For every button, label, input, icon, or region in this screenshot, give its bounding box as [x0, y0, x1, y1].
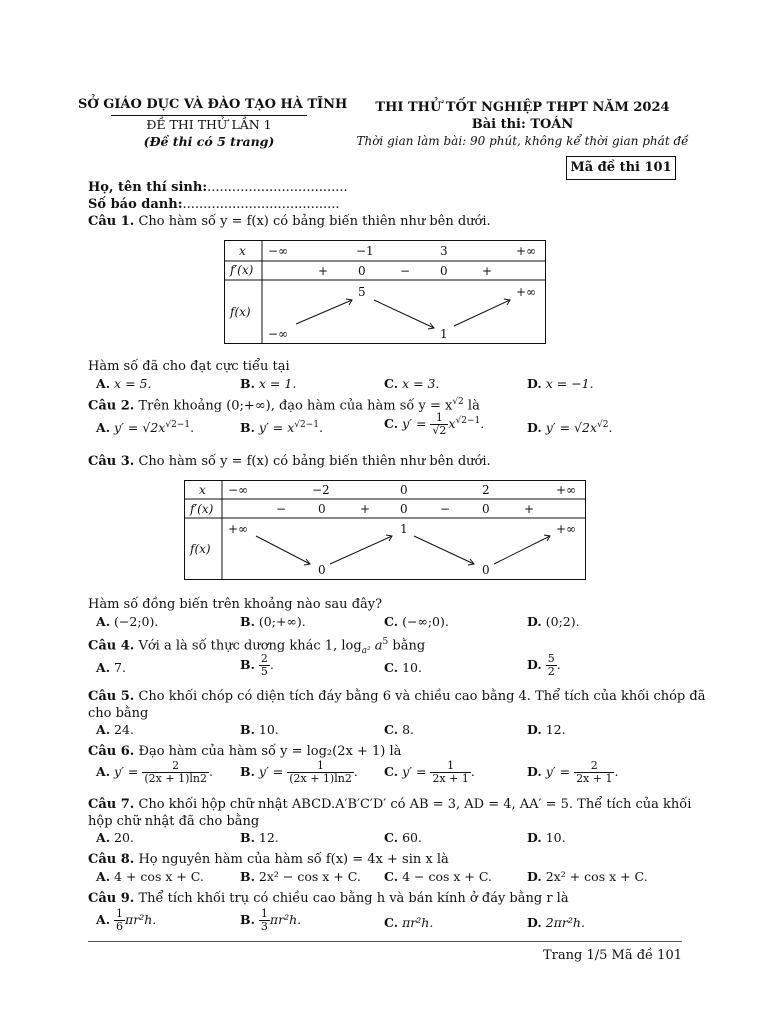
increasing-arrow: [330, 536, 392, 564]
q5-option-d[interactable]: D. 12.: [527, 722, 566, 737]
question-5-line2: cho bằng: [88, 706, 149, 721]
q6-option-d[interactable]: D. y′ = $\frac{2}{2x + 1}$ .: [527, 759, 619, 785]
q3-option-b[interactable]: B. (0;+∞).: [240, 614, 306, 629]
question-7-line2: hộp chữ nhật đã cho bằng: [88, 814, 260, 829]
x-point: 2: [482, 483, 490, 497]
variation-table-3: [184, 480, 586, 580]
x-point: −1: [356, 244, 374, 258]
table-fp-label: f′(x): [230, 263, 254, 277]
q2-option-a[interactable]: A. $y' = √2x^{√2-1}$.: [96, 420, 195, 436]
question-6: Câu 6. Đạo hàm của hàm số y = log₂(2x + 1) là: [88, 744, 402, 759]
q6-option-b[interactable]: B. y′ = $\frac{1}{(2x + 1)\ln 2}$ .: [240, 759, 358, 785]
q9-option-a[interactable]: A. $\frac{1}{6}$ πr²h.: [96, 907, 157, 933]
exam-round: ĐỀ THI THỬ LẦN 1: [146, 117, 272, 132]
candidate-name-line: [88, 180, 348, 195]
q5-option-c[interactable]: C. 8.: [384, 722, 415, 737]
sign: +: [482, 264, 493, 278]
increasing-arrow: [454, 300, 510, 326]
q7-option-c[interactable]: C. 60.: [384, 830, 422, 845]
header-right: [350, 99, 695, 150]
variation-table-1: [224, 240, 546, 344]
q1-option-c[interactable]: C. x = 3.: [384, 376, 440, 391]
department-name: SỞ GIÁO DỤC VÀ ĐÀO TẠO HÀ TĨNH: [78, 97, 348, 112]
x-point: 0: [400, 483, 408, 497]
table-f-label: f(x): [190, 542, 211, 556]
q8-option-c[interactable]: C. 4 − cos x + C.: [384, 869, 492, 884]
q7-option-b[interactable]: B. 12.: [240, 830, 279, 845]
q3-option-c[interactable]: C. (−∞;0).: [384, 614, 449, 629]
q7-option-a[interactable]: A. 20.: [96, 830, 134, 845]
f-value: +∞: [516, 285, 537, 299]
sign: −: [276, 502, 287, 516]
header-left: [78, 96, 348, 150]
footer-divider: [88, 941, 682, 942]
q1-option-d[interactable]: D. x = −1.: [527, 376, 594, 391]
sign: +: [524, 502, 535, 516]
sign: 0: [318, 502, 326, 516]
sign: −: [400, 264, 411, 278]
q3-option-d[interactable]: D. (0;2).: [527, 614, 580, 629]
question-1-stem: Hàm số đã cho đạt cực tiểu tại: [88, 359, 290, 374]
candidate-id-dots: ......................................: [182, 197, 340, 212]
q9-option-d[interactable]: D. 2πr²h.: [527, 915, 585, 930]
x-point: −∞: [228, 483, 249, 497]
sign: 0: [400, 502, 408, 516]
q1-option-b[interactable]: B. x = 1.: [240, 376, 297, 391]
table-f-label: f(x): [230, 305, 251, 319]
sign: −: [440, 502, 451, 516]
decreasing-arrow: [256, 536, 310, 564]
page-footer: Trang 1/5 Mã đề 101: [543, 948, 682, 963]
f-value: 0: [482, 563, 490, 577]
question-2: Câu 2. Trên khoảng (0;+∞), đạo hàm của hàm số $y = x^{√2}$ là: [88, 397, 480, 414]
sign: 0: [482, 502, 490, 516]
candidate-name-dots: ..................................: [207, 180, 348, 195]
q9-option-b[interactable]: B. $\frac{1}{3}$ πr²h.: [240, 907, 302, 933]
candidate-name-label: Họ, tên thí sinh:: [88, 180, 208, 195]
exam-subject: Bài thi: TOÁN: [471, 117, 574, 132]
q4-option-d[interactable]: D. $\frac{5}{2}$ .: [527, 652, 561, 678]
x-point: −∞: [268, 244, 289, 258]
sign: +: [318, 264, 329, 278]
question-3-stem: Hàm số đồng biến trên khoảng nào sau đây?: [88, 597, 383, 612]
f-value: 5: [358, 285, 366, 299]
q7-option-d[interactable]: D. 10.: [527, 830, 566, 845]
q2-option-c[interactable]: C. y′ = $\frac{1}{√2}$ $x^{√2-1}$.: [384, 411, 485, 437]
question-8: Câu 8. Họ nguyên hàm của hàm số f(x) = 4x + sin x là: [88, 852, 449, 867]
q2-option-d[interactable]: D. $y' = √2x^{√2}$.: [527, 420, 613, 436]
pages-note: (Đề thi có 5 trang): [143, 134, 275, 149]
increasing-arrow: [296, 300, 352, 324]
q6-option-a[interactable]: A. y′ = $\frac{2}{(2x + 1)\ln 2}$ .: [96, 759, 213, 785]
f-value: −∞: [268, 327, 289, 341]
q6-option-c[interactable]: C. y′ = $\frac{1}{2x + 1}$ .: [384, 759, 475, 785]
q8-option-b[interactable]: B. 2x² − cos x + C.: [240, 869, 361, 884]
q5-option-b[interactable]: B. 10.: [240, 722, 279, 737]
f-value: +∞: [228, 522, 249, 536]
question-3: Câu 3. Cho hàm số y = f(x) có bảng biến thiên như bên dưới.: [88, 454, 491, 469]
table-x-label: x: [239, 244, 246, 258]
x-point: 3: [440, 244, 448, 258]
x-point: −2: [312, 483, 330, 497]
f-value: 0: [318, 563, 326, 577]
candidate-id-label: Số báo danh:: [88, 197, 183, 212]
question-label: Câu 1.: [88, 214, 135, 229]
decreasing-arrow: [414, 536, 474, 564]
q9-option-c[interactable]: C. πr²h.: [384, 915, 434, 930]
q4-option-a[interactable]: A. 7.: [96, 660, 126, 675]
sign: 0: [440, 264, 448, 278]
table-fp-label: f′(x): [190, 502, 214, 516]
exam-title: THI THỬ TỐT NGHIỆP THPT NĂM 2024: [375, 100, 670, 115]
question-1: [88, 214, 491, 229]
x-point: +∞: [516, 244, 537, 258]
q8-option-a[interactable]: A. 4 + cos x + C.: [96, 869, 204, 884]
x-point: +∞: [556, 483, 577, 497]
table-x-label: x: [199, 483, 206, 497]
exam-code-box: Mã đề thi 101: [566, 156, 676, 180]
decreasing-arrow: [374, 300, 434, 328]
f-value: 1: [440, 327, 448, 341]
q2-option-b[interactable]: B. $y' = x^{√2-1}$.: [240, 420, 323, 436]
candidate-id-line: [88, 197, 340, 212]
question-7: Câu 7. Cho khối hộp chữ nhật ABCD.A′B′C′D′ có AB = 3, AD = 4, AA′ = 5. Thể tích của khối: [88, 797, 692, 812]
q1-option-a[interactable]: A. x = 5.: [96, 376, 152, 391]
q4-option-c[interactable]: C. 10.: [384, 660, 422, 675]
question-4: Câu 4. Với a là số thực dương khác 1, $\log_{a^2} a^5$ bằng: [88, 637, 426, 656]
question-9: Câu 9. Thể tích khối trụ có chiều cao bằng h và bán kính ở đáy bằng r là: [88, 891, 569, 906]
increasing-arrow: [494, 536, 550, 564]
q4-option-b[interactable]: B. $\frac{2}{5}$ .: [240, 652, 274, 678]
question-5: Câu 5. Cho khối chóp có diện tích đáy bằng 6 và chiều cao bằng 4. Thể tích của khối chóp đã: [88, 689, 706, 704]
sign: +: [360, 502, 371, 516]
q8-option-d[interactable]: D. 2x² + cos x + C.: [527, 869, 648, 884]
time-note: Thời gian làm bài: 90 phút, không kể thời gian phát đề: [356, 134, 689, 148]
q3-option-a[interactable]: A. (−2;0).: [96, 614, 159, 629]
q5-option-a[interactable]: A. 24.: [96, 722, 134, 737]
f-value: +∞: [556, 522, 577, 536]
sign: 0: [358, 264, 366, 278]
f-value: 1: [400, 522, 408, 536]
question-text: Cho hàm số y = f(x) có bảng biến thiên như bên dưới.: [138, 214, 491, 229]
